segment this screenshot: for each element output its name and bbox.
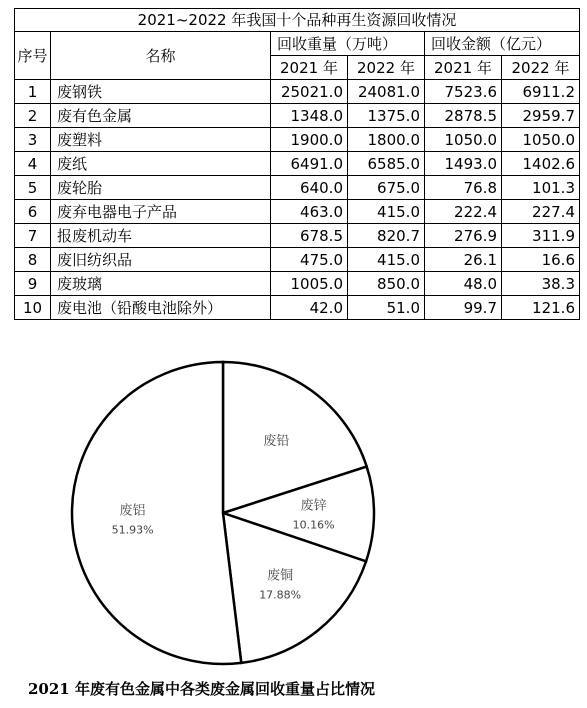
table-row: [15, 296, 580, 320]
table-row: [15, 200, 580, 224]
header-year: 2021 年: [425, 56, 502, 80]
table-row: [15, 176, 580, 200]
cell-a2022: 311.9: [502, 224, 580, 248]
header-seq: 序号: [15, 32, 51, 80]
table-row: [15, 224, 580, 248]
header-year: 2022 年: [502, 56, 580, 80]
cell-a2022: 101.3: [502, 176, 580, 200]
header-amount: 回收金额（亿元）: [425, 32, 580, 56]
cell-name: 废有色金属: [51, 104, 271, 128]
cell-a2022: 1402.6: [502, 152, 580, 176]
cell-name: 废弃电器电子产品: [51, 200, 271, 224]
cell-name: 废旧纺织品: [51, 248, 271, 272]
slice-percent: 51.93%: [111, 523, 154, 537]
cell-name: 废纸: [51, 152, 271, 176]
slice-label: 废铜: [267, 568, 294, 584]
cell-w2022: 51.0: [348, 296, 425, 320]
cell-w2022: 820.7: [348, 224, 425, 248]
cell-seq: 9: [15, 272, 51, 296]
table-row: [15, 104, 580, 128]
cell-a2022: 16.6: [502, 248, 580, 272]
cell-w2021: 463.0: [271, 200, 348, 224]
pie-slice: [72, 362, 241, 664]
cell-w2022: 850.0: [348, 272, 425, 296]
table-row: [15, 152, 580, 176]
cell-name: 废玻璃: [51, 272, 271, 296]
cell-w2021: 1900.0: [271, 128, 348, 152]
slice-label: 废锌: [300, 498, 327, 514]
slice-percent: 17.88%: [259, 588, 302, 602]
cell-seq: 4: [15, 152, 51, 176]
header-name: 名称: [51, 32, 271, 80]
cell-a2021: 99.7: [425, 296, 502, 320]
cell-w2021: 42.0: [271, 296, 348, 320]
cell-a2021: 276.9: [425, 224, 502, 248]
cell-a2022: 1050.0: [502, 128, 580, 152]
cell-a2021: 1050.0: [425, 128, 502, 152]
cell-seq: 2: [15, 104, 51, 128]
cell-w2021: 678.5: [271, 224, 348, 248]
header-year: 2021 年: [271, 56, 348, 80]
cell-w2022: 1800.0: [348, 128, 425, 152]
slice-label: 废铝: [119, 503, 146, 519]
cell-seq: 5: [15, 176, 51, 200]
cell-seq: 1: [15, 80, 51, 104]
table-title: 2021~2022 年我国十个品种再生资源回收情况: [15, 9, 580, 32]
cell-name: 废电池（铅酸电池除外）: [51, 296, 271, 320]
cell-a2021: 26.1: [425, 248, 502, 272]
cell-w2021: 25021.0: [271, 80, 348, 104]
cell-w2021: 475.0: [271, 248, 348, 272]
cell-a2021: 48.0: [425, 272, 502, 296]
cell-w2021: 1348.0: [271, 104, 348, 128]
slice-label: 废铅: [263, 433, 290, 449]
cell-seq: 6: [15, 200, 51, 224]
cell-a2022: 227.4: [502, 200, 580, 224]
cell-w2022: 675.0: [348, 176, 425, 200]
cell-seq: 7: [15, 224, 51, 248]
table-row: [15, 248, 580, 272]
recycling-table: [14, 8, 580, 320]
table-body: [15, 80, 580, 320]
header-year: 2022 年: [348, 56, 425, 80]
table-row: [15, 128, 580, 152]
cell-a2021: 7523.6: [425, 80, 502, 104]
cell-w2021: 1005.0: [271, 272, 348, 296]
cell-a2021: 1493.0: [425, 152, 502, 176]
cell-name: 废钢铁: [51, 80, 271, 104]
cell-a2021: 222.4: [425, 200, 502, 224]
cell-w2022: 415.0: [348, 248, 425, 272]
chart-caption: 2021 年废有色金属中各类废金属回收重量占比情况: [28, 680, 375, 698]
cell-name: 报废机动车: [51, 224, 271, 248]
cell-a2021: 2878.5: [425, 104, 502, 128]
cell-w2021: 640.0: [271, 176, 348, 200]
header-weight: 回收重量（万吨）: [271, 32, 425, 56]
cell-w2022: 24081.0: [348, 80, 425, 104]
table-row: [15, 80, 580, 104]
pie-chart: [14, 350, 579, 670]
cell-a2021: 76.8: [425, 176, 502, 200]
cell-seq: 3: [15, 128, 51, 152]
cell-w2021: 6491.0: [271, 152, 348, 176]
cell-seq: 8: [15, 248, 51, 272]
cell-a2022: 121.6: [502, 296, 580, 320]
table-row: [15, 272, 580, 296]
slice-percent: 10.16%: [292, 518, 335, 532]
cell-a2022: 38.3: [502, 272, 580, 296]
cell-w2022: 6585.0: [348, 152, 425, 176]
cell-seq: 10: [15, 296, 51, 320]
cell-name: 废塑料: [51, 128, 271, 152]
cell-name: 废轮胎: [51, 176, 271, 200]
cell-a2022: 6911.2: [502, 80, 580, 104]
cell-w2022: 1375.0: [348, 104, 425, 128]
cell-a2022: 2959.7: [502, 104, 580, 128]
cell-w2022: 415.0: [348, 200, 425, 224]
